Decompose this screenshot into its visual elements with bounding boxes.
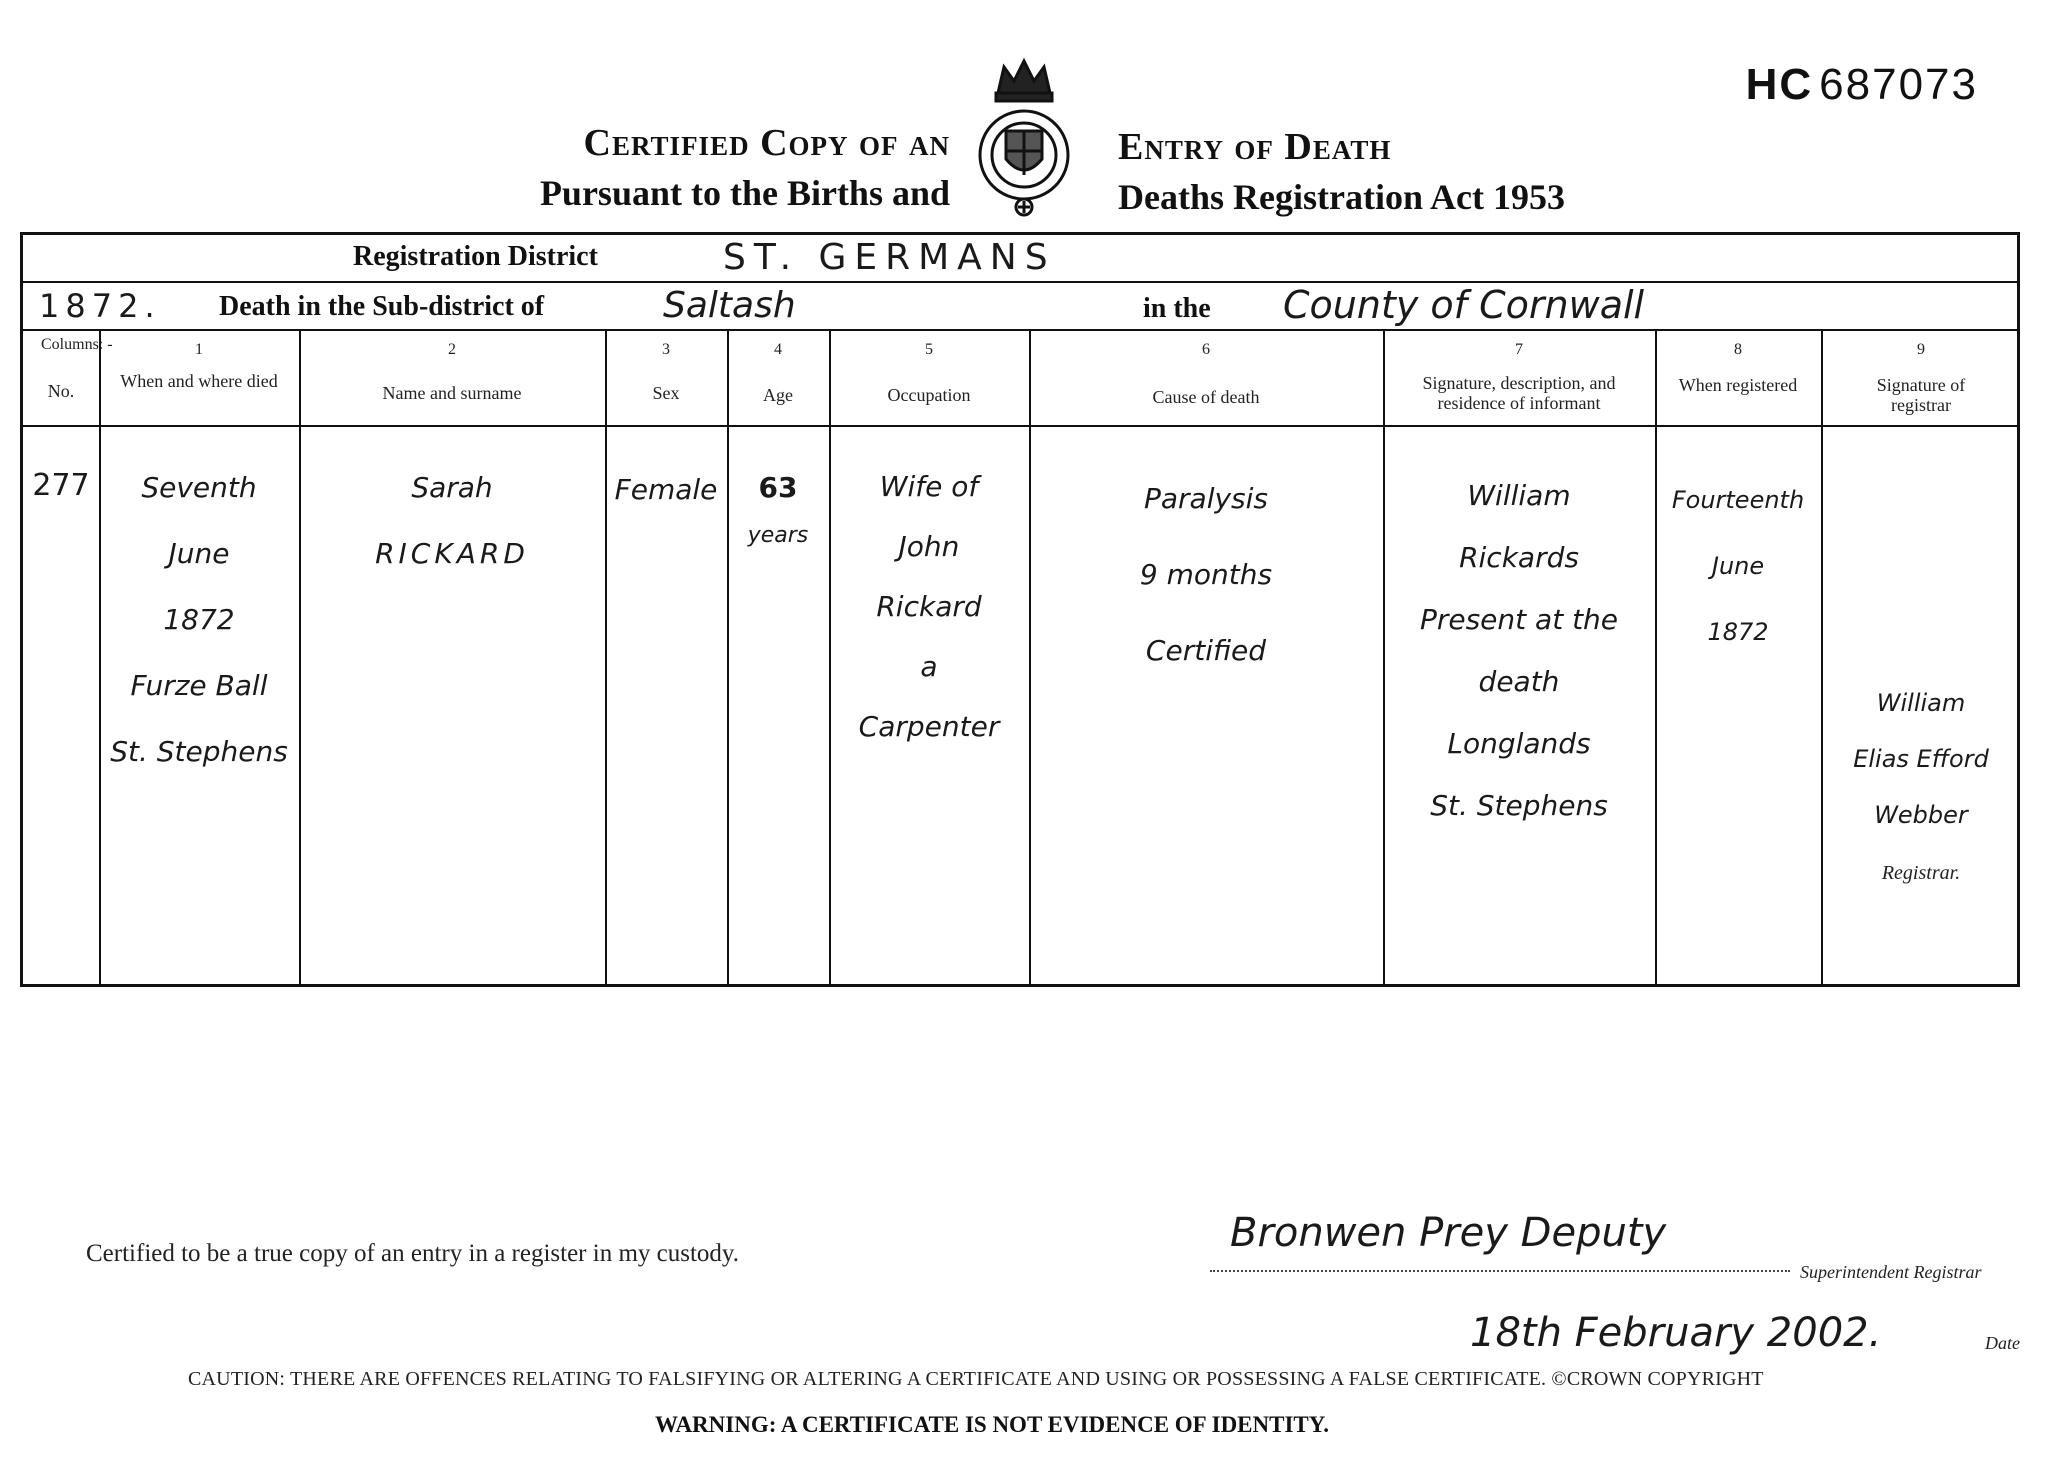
column-number-3: 3 (662, 341, 670, 358)
column-number-1: 1 (195, 341, 203, 358)
registrar-title: Registrar. (1881, 862, 1961, 884)
header-right-line1: Entry of Death (1118, 126, 1392, 168)
county-value: County of Cornwall (1283, 283, 1645, 327)
entry-year: 1872. (39, 287, 161, 325)
column-number-8: 8 (1734, 341, 1742, 358)
subdistrict-value: Saltash (663, 285, 796, 326)
col-divider (299, 329, 301, 984)
column-header-name: Name and surname (382, 383, 522, 403)
entry-when-where-line: Seventh (141, 471, 257, 504)
column-header-occupation: Occupation (887, 385, 971, 405)
column-number-7: 7 (1515, 341, 1523, 358)
entry-when-where (99, 455, 299, 785)
subdistrict-label: Death in the Sub-district of (219, 291, 545, 322)
entry-surname: RICKARD (375, 537, 529, 570)
col-divider (1821, 329, 1823, 984)
entry-forename: Sarah (411, 471, 493, 504)
entry-registrar-line: Webber (1874, 801, 1968, 829)
entry-registered-line: 1872 (1707, 618, 1769, 646)
entry-cause-line: Certified (1145, 634, 1267, 667)
entry-registered-line: June (1711, 552, 1765, 580)
columns-label: Columns: - (41, 336, 113, 353)
entry-name (299, 455, 605, 587)
column-header-registered: When registered (1678, 375, 1798, 395)
entry-number: 277 (32, 468, 90, 503)
entry-when-where-line: St. Stephens (110, 735, 288, 768)
caution-notice: CAUTION: THERE ARE OFFENCES RELATING TO FALSIFYING OR ALTERING A CERTIFICATE AND USING OR POSSESSING A FALSE CERTIFICATE. ©CROWN COPYRIGHT (188, 1368, 1764, 1390)
entry-when-where-line: 1872 (163, 603, 235, 636)
entry-registered-line: Fourteenth (1671, 486, 1805, 514)
entry-cause-line: Paralysis (1143, 482, 1269, 515)
column-header-no: No. (47, 381, 75, 401)
entry-age-value: 63 (758, 471, 798, 504)
column-header-sex: Sex (652, 383, 680, 403)
entry-age-unit: years (747, 523, 809, 548)
column-header-cause: Cause of death (1152, 387, 1260, 407)
entry-informant-line: William (1467, 479, 1571, 512)
superintendent-signature: Bronwen Prey Deputy (1230, 1210, 1667, 1256)
column-header-registrar: Signature of registrar (1876, 375, 1966, 415)
rule-subdistrict (23, 329, 2017, 331)
registration-district-label: Registration District (353, 241, 598, 272)
rule-district (23, 281, 2017, 283)
entry-occupation-line: Wife of (879, 470, 979, 503)
column-header-informant: Signature, description, and residence of informant (1422, 373, 1616, 413)
column-number-4: 4 (774, 341, 782, 358)
entry-informant-line: death (1478, 665, 1560, 698)
serial-prefix: HC (1745, 60, 1814, 109)
entry-registrar-line: Elias Efford (1853, 745, 1989, 773)
entry-cause-line: 9 months (1139, 558, 1273, 591)
col-divider (605, 329, 607, 984)
header-left-line2: Pursuant to the Births and (539, 173, 950, 213)
entry-informant-line: Longlands (1447, 727, 1591, 760)
entry-registrar-line: William (1876, 689, 1966, 717)
column-header-when-where: When and where died (120, 371, 278, 391)
entry-occupation-line: John (898, 530, 960, 563)
entry-occupation (829, 457, 1029, 757)
entry-occupation-line: a (920, 650, 938, 683)
entry-informant-line: Present at the (1419, 603, 1619, 636)
header-left-line1: Certified Copy of an (583, 122, 950, 164)
entry-informant-line: Rickards (1459, 541, 1579, 574)
column-number-5: 5 (925, 341, 933, 358)
certification-statement: Certified to be a true copy of an entry in a register in my custody. (86, 1240, 740, 1267)
entry-informant (1383, 465, 1655, 837)
entry-occupation-line: Carpenter (858, 710, 1000, 743)
superintendent-registrar-label: Superintendent Registrar (1800, 1262, 1982, 1282)
header-right-line2: Deaths Registration Act 1953 (1118, 177, 1565, 217)
serial-number: 687073 (1819, 60, 1978, 109)
county-label: in the (1143, 293, 1211, 324)
header-left (540, 118, 950, 218)
header-right (1118, 122, 1565, 222)
entry-sex: Female (614, 473, 718, 506)
entry-registered (1655, 467, 1821, 665)
column-header-age: Age (763, 385, 793, 405)
registration-district-value: ST. GERMANS (723, 237, 1056, 278)
entry-occupation-line: Rickard (876, 590, 982, 623)
royal-coat-of-arms-icon (968, 55, 1080, 225)
col-divider (727, 329, 729, 984)
signature-line (1210, 1270, 1790, 1272)
entry-informant-line: St. Stephens (1430, 789, 1608, 822)
identity-warning: WARNING: A CERTIFICATE IS NOT EVIDENCE OF IDENTITY. (655, 1412, 1330, 1437)
certificate-serial-number (1746, 60, 1978, 110)
rule-headers (23, 425, 2017, 427)
entry-cause (1029, 461, 1383, 689)
column-number-6: 6 (1202, 341, 1210, 358)
entry-when-where-line: Furze Ball (130, 669, 268, 702)
certificate-date: 18th February 2002. (1470, 1310, 1882, 1356)
register-entry-table (20, 232, 2020, 987)
column-number-2: 2 (448, 341, 456, 358)
entry-when-where-line: June (168, 537, 230, 570)
column-number-9: 9 (1917, 341, 1925, 358)
date-label: Date (1985, 1333, 2020, 1353)
entry-age (727, 455, 829, 551)
entry-registrar-signature (1821, 675, 2021, 843)
